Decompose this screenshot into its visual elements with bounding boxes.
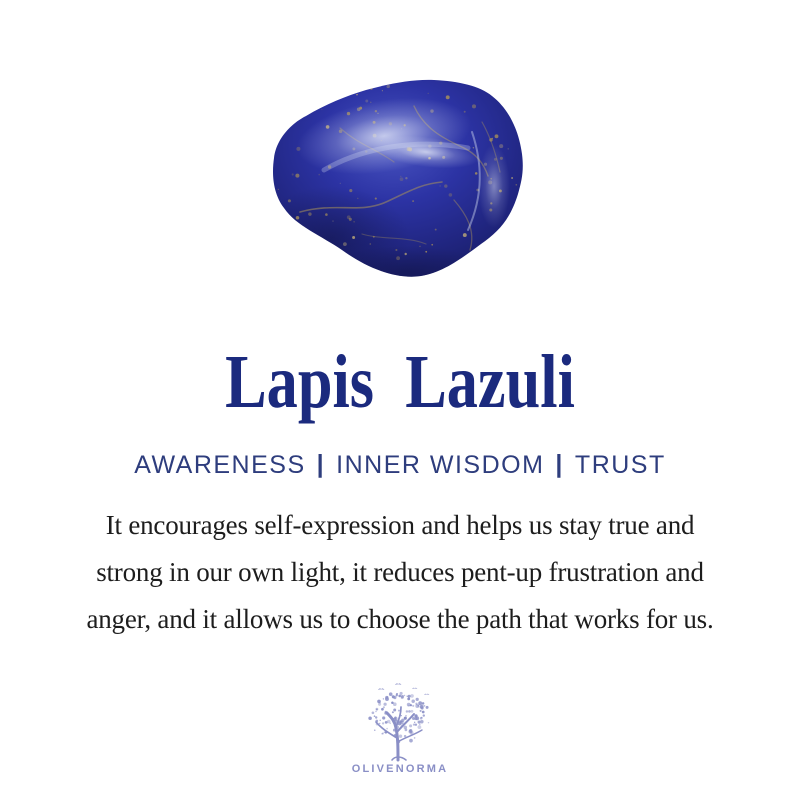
tree-with-birds-icon — [348, 682, 452, 762]
keyword-awareness: AWARENESS — [134, 451, 306, 479]
separator-bar: | — [316, 450, 326, 478]
keywords-tagline — [0, 450, 800, 480]
description-line: strong in our own light, it reduces pent-up frustration and — [96, 557, 704, 587]
description-paragraph — [0, 502, 800, 643]
gemstone-illustration — [266, 74, 528, 284]
lapis-lazuli-stone-photo — [266, 74, 528, 284]
birds — [378, 683, 429, 695]
brand-logo — [0, 682, 800, 767]
brand-name: OLIVENORMA — [351, 763, 449, 775]
page-title: Lapis Lazuli — [225, 340, 575, 424]
description-line: It encourages self-expression and helps us stay true and — [105, 510, 695, 540]
keyword-inner-wisdom: INNER WISDOM — [336, 451, 545, 479]
keyword-trust: TRUST — [574, 451, 666, 479]
description-line: anger, and it allows us to choose the path that works for us. — [86, 604, 714, 634]
separator-bar: | — [555, 450, 564, 478]
